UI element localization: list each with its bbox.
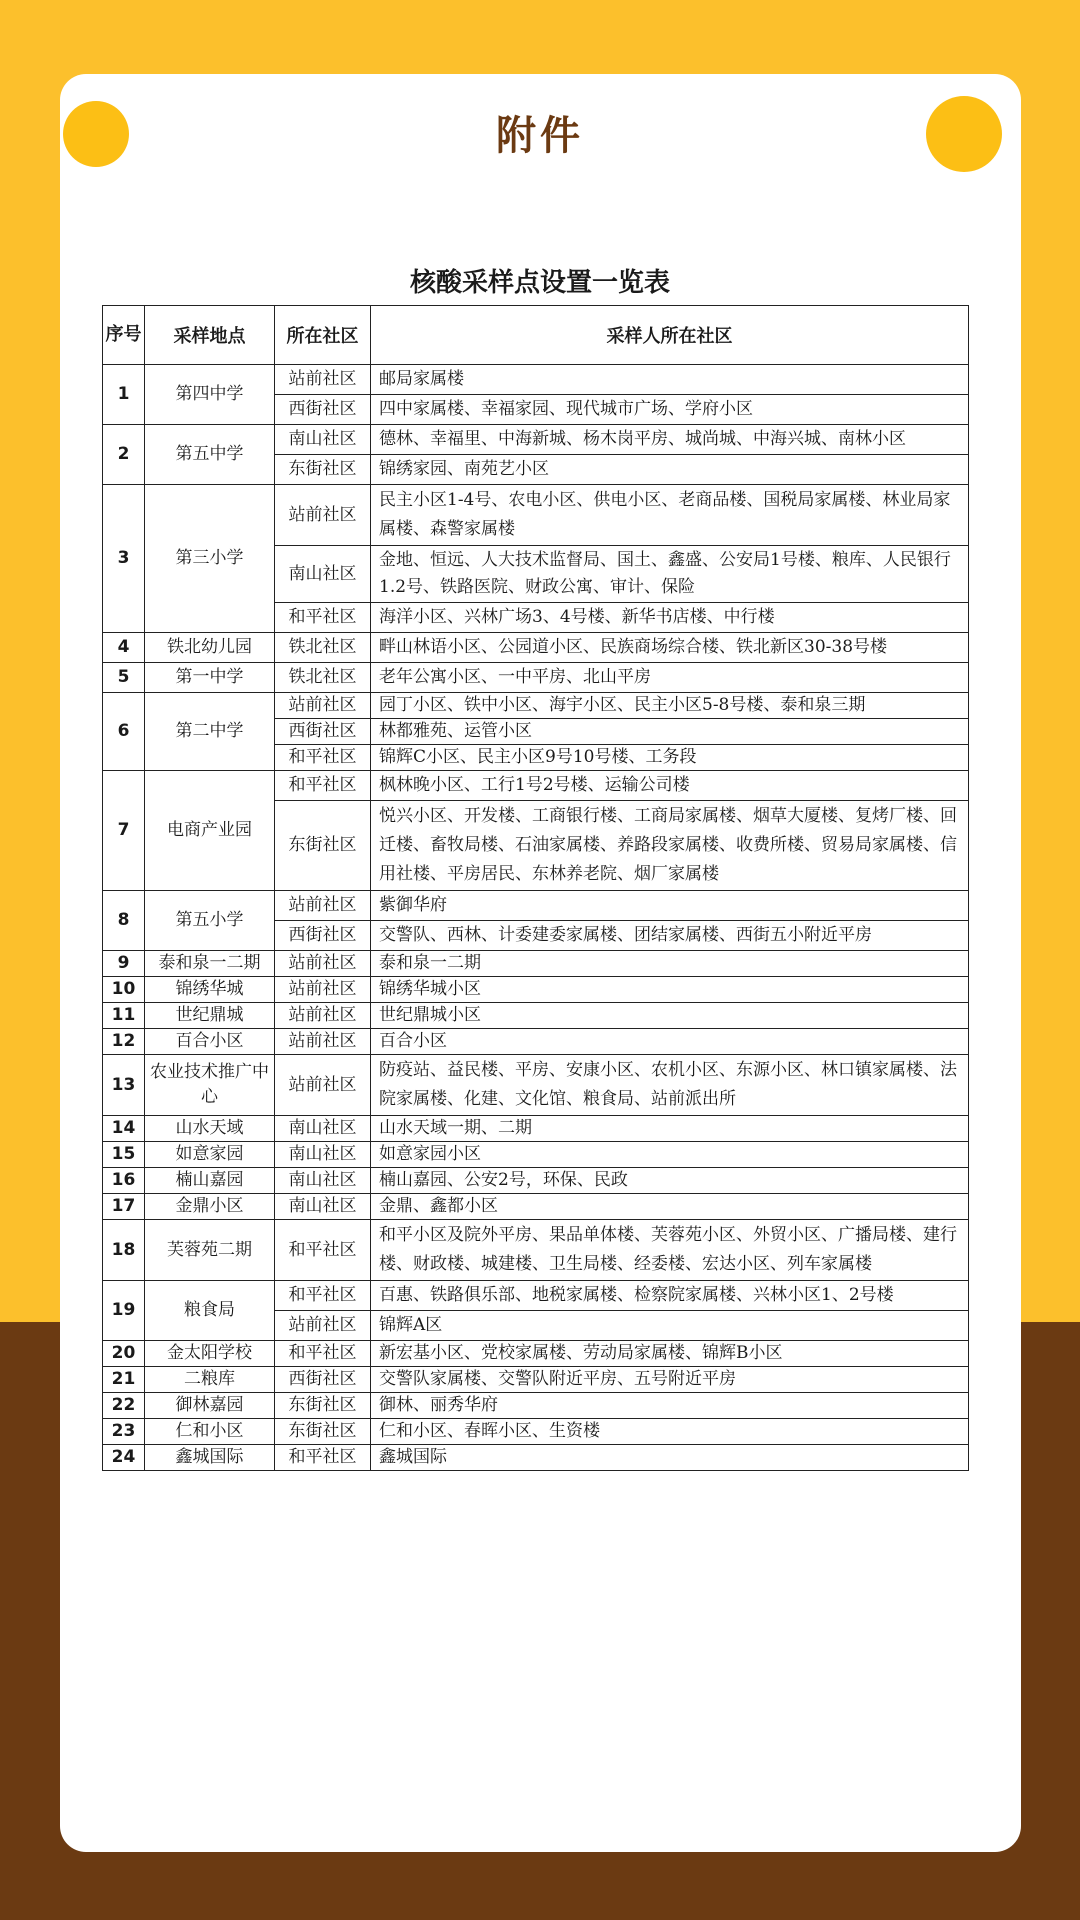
serial-number-cell: 3 [103,485,145,633]
residential-areas-cell: 枫林晚小区、工行1号2号楼、运输公司楼 [371,771,969,801]
sampling-site-cell: 仁和小区 [145,1419,275,1445]
residential-areas-cell: 金地、恒远、人大技术监督局、国土、鑫盛、公安局1号楼、粮库、人民银行1.2号、铁路医院、财政公寓、审计、保险 [371,546,969,603]
serial-number-cell: 8 [103,891,145,951]
table-row [103,1393,969,1419]
community-cell: 站前社区 [275,1003,371,1029]
table-row [103,485,969,546]
community-cell: 东街社区 [275,1419,371,1445]
header-community: 所在社区 [275,306,371,365]
table-row [103,1281,969,1311]
serial-number-cell: 16 [103,1168,145,1194]
residential-areas-cell: 锦绣华城小区 [371,977,969,1003]
table-row [103,1142,969,1168]
community-cell: 东街社区 [275,801,371,891]
residential-areas-cell: 世纪鼎城小区 [371,1003,969,1029]
sampling-site-cell: 农业技术推广中心 [145,1055,275,1116]
sampling-site-cell: 百合小区 [145,1029,275,1055]
sampling-site-cell: 第四中学 [145,365,275,425]
serial-number-cell: 11 [103,1003,145,1029]
sampling-site-cell: 二粮库 [145,1367,275,1393]
community-cell: 西街社区 [275,921,371,951]
table-row [103,1029,969,1055]
community-cell: 和平社区 [275,1220,371,1281]
sampling-site-cell: 第五小学 [145,891,275,951]
community-cell: 南山社区 [275,425,371,455]
table-row [103,1003,969,1029]
community-cell: 西街社区 [275,1367,371,1393]
serial-number-cell: 13 [103,1055,145,1116]
residential-areas-cell: 四中家属楼、幸福家园、现代城市广场、学府小区 [371,395,969,425]
sampling-site-cell: 如意家园 [145,1142,275,1168]
sampling-site-cell: 御林嘉园 [145,1393,275,1419]
community-cell: 南山社区 [275,1116,371,1142]
sampling-site-cell: 山水天域 [145,1116,275,1142]
serial-number-cell: 7 [103,771,145,891]
community-cell: 站前社区 [275,977,371,1003]
residential-areas-cell: 山水天域一期、二期 [371,1116,969,1142]
residential-areas-cell: 泰和泉一二期 [371,951,969,977]
table-row [103,977,969,1003]
community-cell: 和平社区 [275,1341,371,1367]
residential-areas-cell: 和平小区及院外平房、果品单体楼、芙蓉苑小区、外贸小区、广播局楼、建行楼、财政楼、城建楼、卫生局楼、经委楼、宏达小区、列车家属楼 [371,1220,969,1281]
residential-areas-cell: 金鼎、鑫都小区 [371,1194,969,1220]
sampling-site-cell: 第五中学 [145,425,275,485]
table-title: 核酸采样点设置一览表 [409,268,670,298]
community-cell: 站前社区 [275,485,371,546]
serial-number-cell: 6 [103,693,145,771]
residential-areas-cell: 鑫城国际 [371,1445,969,1471]
serial-number-cell: 24 [103,1445,145,1471]
table-row [103,663,969,693]
serial-number-cell: 9 [103,951,145,977]
community-cell: 西街社区 [275,395,371,425]
community-cell: 和平社区 [275,1445,371,1471]
community-cell: 站前社区 [275,1029,371,1055]
residential-areas-cell: 德林、幸福里、中海新城、杨木岗平房、城尚城、中海兴城、南林小区 [371,425,969,455]
sampling-site-cell: 世纪鼎城 [145,1003,275,1029]
table-row [103,771,969,801]
community-cell: 和平社区 [275,1281,371,1311]
header-areas: 采样人所在社区 [371,306,969,365]
residential-areas-cell: 交警队家属楼、交警队附近平房、五号附近平房 [371,1367,969,1393]
sampling-sites-table [102,305,969,1471]
community-cell: 铁北社区 [275,663,371,693]
serial-number-cell: 18 [103,1220,145,1281]
community-cell: 站前社区 [275,951,371,977]
table-row [103,365,969,395]
community-cell: 站前社区 [275,1055,371,1116]
table-row [103,693,969,719]
table-row [103,425,969,455]
serial-number-cell: 22 [103,1393,145,1419]
sampling-site-cell: 第三小学 [145,485,275,633]
table-row [103,1116,969,1142]
community-cell: 西街社区 [275,719,371,745]
table-row [103,1055,969,1116]
table-row [103,1194,969,1220]
residential-areas-cell: 畔山林语小区、公园道小区、民族商场综合楼、铁北新区30-38号楼 [371,633,969,663]
serial-number-cell: 17 [103,1194,145,1220]
residential-areas-cell: 民主小区1-4号、农电小区、供电小区、老商品楼、国税局家属楼、林业局家属楼、森警家属楼 [371,485,969,546]
serial-number-cell: 1 [103,365,145,425]
residential-areas-cell: 紫御华府 [371,891,969,921]
residential-areas-cell: 老年公寓小区、一中平房、北山平房 [371,663,969,693]
sampling-site-cell: 第一中学 [145,663,275,693]
table-row [103,1168,969,1194]
residential-areas-cell: 悦兴小区、开发楼、工商银行楼、工商局家属楼、烟草大厦楼、复烤厂楼、回迁楼、畜牧局楼、石油家属楼、养路段家属楼、收费所楼、贸易局家属楼、信用社楼、平房居民、东林养老院、烟厂家属楼 [371,801,969,891]
residential-areas-cell: 御林、丽秀华府 [371,1393,969,1419]
table-row [103,1341,969,1367]
sampling-site-cell: 金太阳学校 [145,1341,275,1367]
community-cell: 南山社区 [275,1142,371,1168]
table-row [103,891,969,921]
serial-number-cell: 14 [103,1116,145,1142]
community-cell: 和平社区 [275,603,371,633]
table-header-row [103,306,969,365]
serial-number-cell: 10 [103,977,145,1003]
serial-number-cell: 19 [103,1281,145,1341]
sampling-site-cell: 铁北幼儿园 [145,633,275,663]
sampling-site-cell: 鑫城国际 [145,1445,275,1471]
community-cell: 东街社区 [275,1393,371,1419]
sampling-site-cell: 泰和泉一二期 [145,951,275,977]
header-site: 采样地点 [145,306,275,365]
table-row [103,951,969,977]
sampling-site-cell: 金鼎小区 [145,1194,275,1220]
serial-number-cell: 15 [103,1142,145,1168]
community-cell: 东街社区 [275,455,371,485]
serial-number-cell: 4 [103,633,145,663]
residential-areas-cell: 百合小区 [371,1029,969,1055]
community-cell: 南山社区 [275,546,371,603]
residential-areas-cell: 林都雅苑、运管小区 [371,719,969,745]
residential-areas-cell: 锦辉A区 [371,1311,969,1341]
community-cell: 站前社区 [275,891,371,921]
sampling-site-cell: 粮食局 [145,1281,275,1341]
community-cell: 南山社区 [275,1194,371,1220]
residential-areas-cell: 锦辉C小区、民主小区9号10号楼、工务段 [371,745,969,771]
residential-areas-cell: 新宏基小区、党校家属楼、劳动局家属楼、锦辉B小区 [371,1341,969,1367]
table-row [103,1220,969,1281]
table-row [103,1445,969,1471]
residential-areas-cell: 仁和小区、春晖小区、生资楼 [371,1419,969,1445]
residential-areas-cell: 百惠、铁路俱乐部、地税家属楼、检察院家属楼、兴林小区1、2号楼 [371,1281,969,1311]
community-cell: 南山社区 [275,1168,371,1194]
residential-areas-cell: 邮局家属楼 [371,365,969,395]
serial-number-cell: 21 [103,1367,145,1393]
table-row [103,633,969,663]
residential-areas-cell: 园丁小区、铁中小区、海宇小区、民主小区5-8号楼、泰和泉三期 [371,693,969,719]
community-cell: 和平社区 [275,771,371,801]
community-cell: 和平社区 [275,745,371,771]
residential-areas-cell: 交警队、西林、计委建委家属楼、团结家属楼、西街五小附近平房 [371,921,969,951]
header-serial: 序号 [103,306,145,365]
community-cell: 铁北社区 [275,633,371,663]
serial-number-cell: 12 [103,1029,145,1055]
serial-number-cell: 23 [103,1419,145,1445]
residential-areas-cell: 楠山嘉园、公安2号，环保、民政 [371,1168,969,1194]
table-row [103,1367,969,1393]
sampling-site-cell: 芙蓉苑二期 [145,1220,275,1281]
residential-areas-cell: 防疫站、益民楼、平房、安康小区、农机小区、东源小区、林口镇家属楼、法院家属楼、化建、文化馆、粮食局、站前派出所 [371,1055,969,1116]
serial-number-cell: 2 [103,425,145,485]
community-cell: 站前社区 [275,1311,371,1341]
sampling-site-cell: 楠山嘉园 [145,1168,275,1194]
sampling-site-cell: 电商产业园 [145,771,275,891]
serial-number-cell: 20 [103,1341,145,1367]
page-heading: 附件 [496,113,584,159]
residential-areas-cell: 锦绣家园、南苑艺小区 [371,455,969,485]
serial-number-cell: 5 [103,663,145,693]
table-row [103,1419,969,1445]
residential-areas-cell: 海洋小区、兴林广场3、4号楼、新华书店楼、中行楼 [371,603,969,633]
community-cell: 站前社区 [275,365,371,395]
community-cell: 站前社区 [275,693,371,719]
sampling-site-cell: 锦绣华城 [145,977,275,1003]
residential-areas-cell: 如意家园小区 [371,1142,969,1168]
sampling-site-cell: 第二中学 [145,693,275,771]
